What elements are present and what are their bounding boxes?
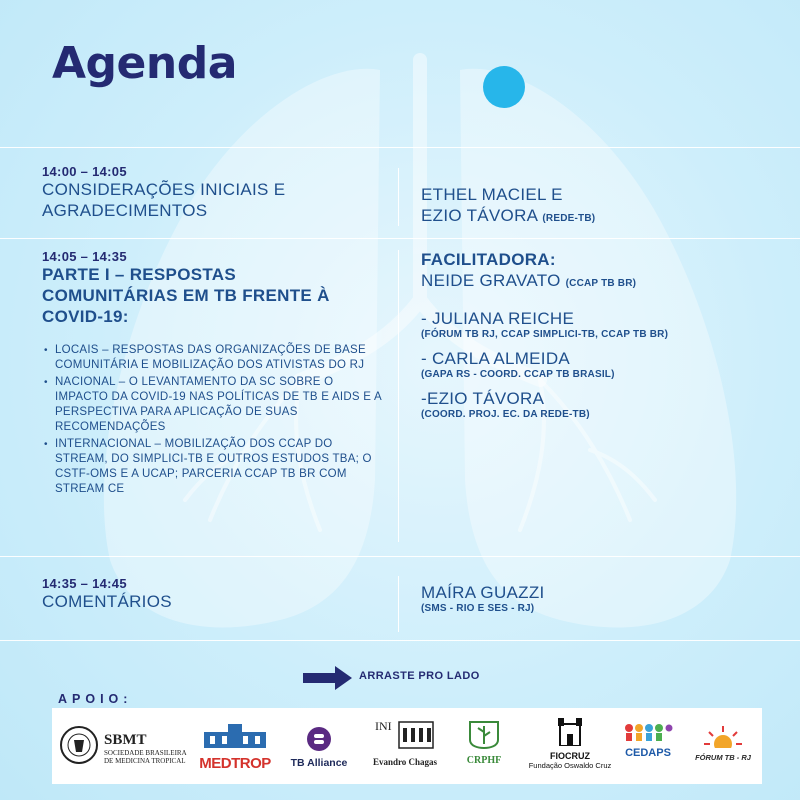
- fiocruz-name: Fundação Oswaldo Cruz: [528, 761, 612, 770]
- speakers: [421, 582, 545, 614]
- sbmt-seal-icon: [60, 726, 98, 764]
- speaker: [421, 348, 791, 380]
- sbmt-name: SOCIEDADE BRASILEIRA: [104, 749, 187, 757]
- speaker-name: - CARLA ALMEIDA: [421, 349, 571, 368]
- building-icon: [200, 722, 270, 750]
- sponsor-logos: [52, 708, 762, 784]
- session-title-line: AGRADECIMENTOS: [42, 201, 208, 220]
- agenda-item: [42, 164, 285, 221]
- people-icon: [623, 722, 673, 742]
- castle-icon: [554, 716, 586, 746]
- speaker: [421, 388, 791, 420]
- divider: [0, 238, 800, 239]
- sbmt-abbr: SBMT: [104, 732, 147, 748]
- support-label: APOIO:: [58, 692, 133, 706]
- facilitator-org: (CCAP TB BR): [565, 278, 637, 289]
- speaker-org: (FÓRUM TB RJ, CCAP SIMPLICI-TB, CCAP TB BR): [421, 329, 669, 340]
- time-slot: 14:35 – 14:45: [42, 576, 127, 591]
- medtrop-logo: [197, 722, 273, 774]
- speaker-org: (GAPA RS - COORD. CCAP TB BRASIL): [421, 369, 615, 380]
- agenda-item: [42, 249, 387, 499]
- swipe-hint[interactable]: ARRASTE PRO LADO: [359, 670, 480, 682]
- forum-tb-rj-logo: [692, 724, 754, 774]
- tballiance-text: TB Alliance: [290, 757, 348, 769]
- sbmt-name: DE MEDICINA TROPICAL: [104, 757, 186, 765]
- cedaps-text: CEDAPS: [625, 747, 671, 759]
- ini-abbr: INI: [375, 719, 392, 733]
- sbmt-logo: [60, 720, 200, 772]
- accent-dot: [483, 66, 525, 108]
- agenda-item: [42, 576, 172, 612]
- session-title-line: COMENTÁRIOS: [42, 592, 172, 611]
- leaf-icon: [466, 718, 502, 750]
- sun-icon: [703, 724, 743, 748]
- crphf-logo: [454, 718, 514, 774]
- divider: [0, 640, 800, 641]
- column-divider: [398, 250, 399, 542]
- speaker-name-line: [421, 205, 595, 229]
- session-title-line: PARTE I – RESPOSTAS: [42, 265, 236, 284]
- fiocruz-logo: [528, 716, 612, 776]
- session-title-line: COVID-19:: [42, 307, 129, 326]
- ini-logo: [370, 718, 440, 774]
- speaker: [421, 308, 791, 340]
- time-slot: 14:05 – 14:35: [42, 249, 127, 264]
- speakers: [421, 249, 791, 420]
- tballiance-icon: [306, 726, 332, 752]
- column-divider: [398, 576, 399, 632]
- speaker-org: (SMS - RIO E SES - RJ): [421, 603, 535, 614]
- facilitator-name: NEIDE GRAVATO: [421, 271, 561, 290]
- topic-item: • INTERNACIONAL – MOBILIZAÇÃO DOS CCAP DO STREAM, DO SIMPLICI-TB E OUTROS ESTUDOS TBA; O CSTF-OMS E A UCAP; PARCERIA CCAP TB BR COM STREAM CE: [42, 437, 387, 497]
- column-divider: [398, 168, 399, 226]
- forum-text: FÓRUM TB - RJ: [695, 753, 751, 762]
- cedaps-logo: [618, 722, 678, 774]
- tballiance-logo: [284, 726, 354, 774]
- ini-name: Evandro Chagas: [372, 757, 438, 767]
- facilitator-line: [421, 270, 791, 294]
- facilitator-label: FACILITADORA:: [421, 250, 556, 269]
- fiocruz-text: FIOCRUZ: [550, 751, 590, 761]
- time-slot: 14:00 – 14:05: [42, 164, 127, 179]
- session-title-line: COMUNITÁRIAS EM TB FRENTE À: [42, 286, 330, 305]
- divider: [0, 556, 800, 557]
- arrow-right-icon[interactable]: [303, 665, 353, 691]
- medtrop-text: MEDTROP: [199, 755, 271, 772]
- ini-building-icon: [373, 718, 437, 752]
- page-title: Agenda: [52, 38, 237, 89]
- topic-item: • LOCAIS – RESPOSTAS DAS ORGANIZAÇÕES DE BASE COMUNITÁRIA E MOBILIZAÇÃO DOS ATIVISTAS DO RJ: [42, 343, 387, 373]
- crphf-text: CRPHF: [466, 755, 502, 766]
- speaker-name: - JULIANA REICHE: [421, 309, 575, 328]
- speaker-name: -EZIO TÁVORA: [421, 389, 545, 408]
- speaker-org: (REDE-TB): [542, 213, 596, 224]
- topic-list: [42, 343, 387, 497]
- speaker-org: (COORD. PROJ. EC. DA REDE-TB): [421, 409, 590, 420]
- topic-item: • NACIONAL – O LEVANTAMENTO DA SC SOBRE O IMPACTO DA COVID-19 NAS POLÍTICAS DE TB E AIDS E A PERSPECTIVA PARA APLICAÇÃO DE SUAS RECOMENDAÇÕES: [42, 375, 387, 435]
- speaker-name: EZIO TÁVORA: [421, 206, 538, 225]
- speaker-name: MAÍRA GUAZZI: [421, 583, 545, 602]
- session-title-line: CONSIDERAÇÕES INICIAIS E: [42, 180, 286, 199]
- speakers: [421, 184, 595, 229]
- speaker-name: ETHEL MACIEL E: [421, 185, 563, 204]
- divider: [0, 147, 800, 148]
